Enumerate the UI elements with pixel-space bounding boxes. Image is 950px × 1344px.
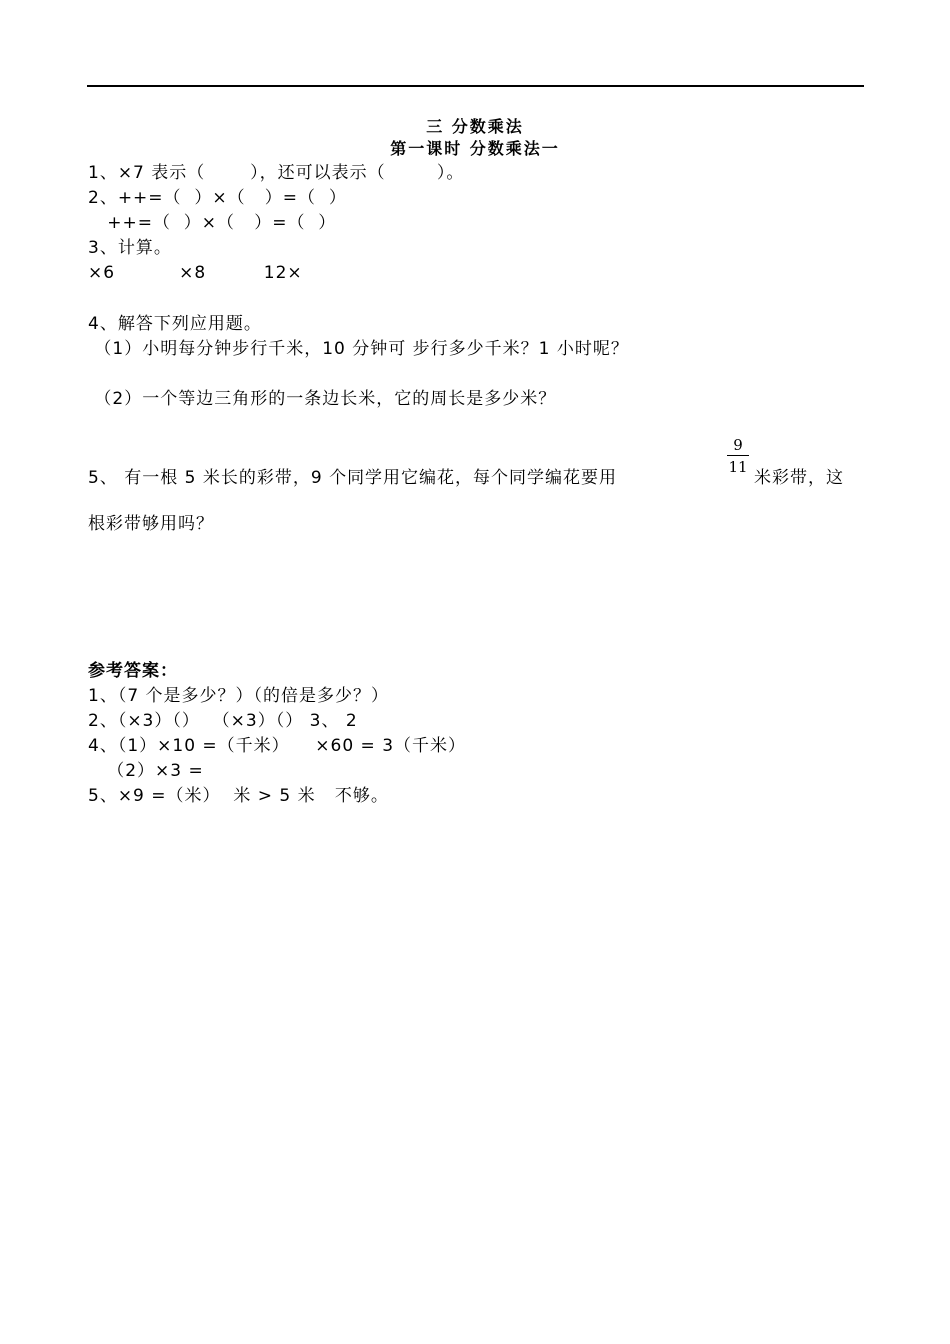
question-5-line2: 根彩带够用吗？	[88, 514, 214, 534]
question-2a: 2、++=（ ）×（ ）=（ ）	[88, 188, 347, 208]
question-5-part1: 5、 有一根 5 米长的彩带，9 个同学用它编花，每个同学编花要用	[88, 468, 618, 488]
question-1: 1、×7 表示（ ），还可以表示（ ）。	[88, 163, 465, 183]
question-3: 3、计算。	[88, 238, 172, 258]
answer-4-1: 4、（1）×10 =（千米） ×60 = 3（千米）	[88, 736, 467, 756]
fraction-numerator: 9	[733, 436, 743, 454]
question-4: 4、解答下列应用题。	[88, 314, 262, 334]
answer-4-2: （2）×3 =	[88, 761, 204, 781]
page-title: 三 分数乘法	[426, 117, 524, 136]
question-4-2: （2）一个等边三角形的一条边长米，它的周长是多少米？	[88, 389, 557, 409]
header-rule	[87, 85, 864, 87]
lesson-subtitle: 第一课时 分数乘法一	[390, 139, 560, 158]
fraction-bar	[727, 455, 749, 456]
question-5-part2: 米彩带，这	[754, 468, 844, 488]
answer-5: 5、×9 =（米） 米 > 5 米 不够。	[88, 786, 389, 806]
question-2b: ++=（ ）×（ ）=（ ）	[88, 213, 337, 233]
answers-heading: 参考答案：	[88, 661, 178, 681]
question-3-items: ×6 ×8 12×	[88, 263, 303, 283]
answer-2: 2、（×3）（） （×3）（） 3、 2	[88, 711, 358, 731]
fraction-denominator: 11	[728, 458, 748, 476]
question-4-1: （1）小明每分钟步行千米，10 分钟可 步行多少千米？1 小时呢？	[88, 339, 629, 359]
fraction-9-11	[727, 436, 749, 476]
answer-1: 1、（7 个是多少？）（的倍是多少？）	[88, 686, 390, 706]
